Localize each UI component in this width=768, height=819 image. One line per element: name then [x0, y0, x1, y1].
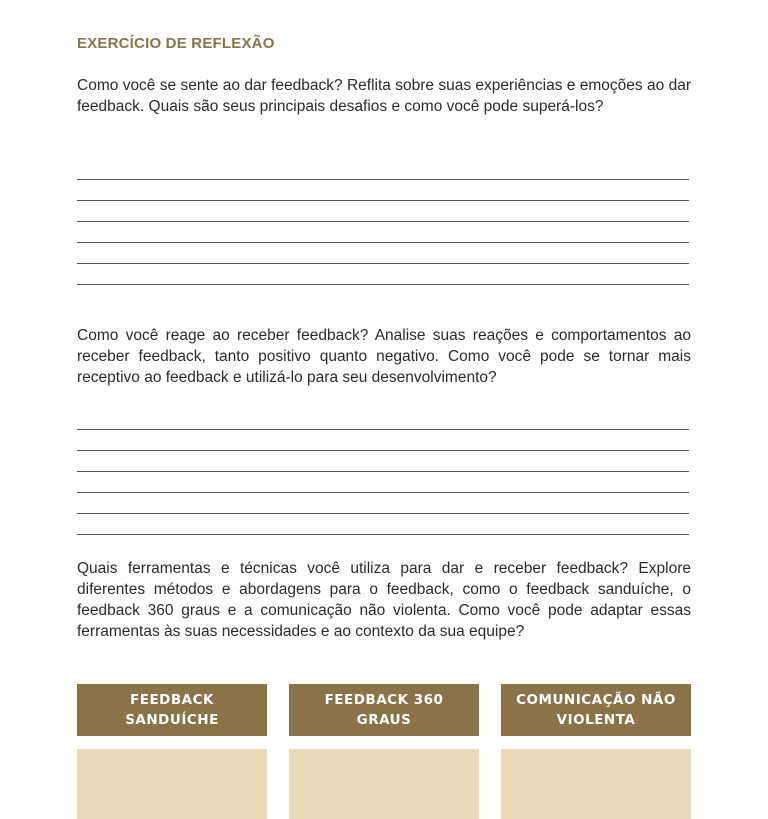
answer-lines-1[interactable] — [77, 179, 689, 305]
tool-answer-box-nvc[interactable] — [501, 749, 691, 819]
answer-line[interactable] — [77, 471, 689, 472]
answer-line[interactable] — [77, 534, 689, 535]
answer-line[interactable] — [77, 450, 689, 451]
question-1: Como você se sente ao dar feedback? Reflita sobre suas experiências e emoções ao dar feedback. Quais são seus principais desafios e como você pode superá-los? — [77, 77, 691, 115]
question-2: Como você reage ao receber feedback? Analise suas reações e comportamentos ao receber feedback, tanto positivo quanto negativo. Como você pode se tornar mais receptivo ao feedback e utilizá-lo para seu desenvolvimento? — [77, 327, 691, 386]
tool-column-sandwich — [77, 684, 267, 819]
tool-column-nvc — [501, 684, 691, 819]
tool-header-sandwich: FEEDBACK SANDUÍCHE — [77, 684, 267, 736]
answer-line[interactable] — [77, 284, 689, 285]
answer-line[interactable] — [77, 221, 689, 222]
tool-answer-box-360[interactable] — [289, 749, 479, 819]
answer-line[interactable] — [77, 179, 689, 180]
answer-line[interactable] — [77, 492, 689, 493]
answer-line[interactable] — [77, 429, 689, 430]
tool-header-360: FEEDBACK 360 GRAUS — [289, 684, 479, 736]
answer-line[interactable] — [77, 242, 689, 243]
tool-answer-box-sandwich[interactable] — [77, 749, 267, 819]
tool-header-nvc: COMUNICAÇÃO NÃO VIOLENTA — [501, 684, 691, 736]
tool-column-360 — [289, 684, 479, 819]
answer-line[interactable] — [77, 263, 689, 264]
answer-line[interactable] — [77, 513, 689, 514]
answer-lines-2[interactable] — [77, 429, 689, 555]
answer-line[interactable] — [77, 200, 689, 201]
section-title: EXERCÍCIO DE REFLEXÃO — [77, 35, 275, 52]
question-3: Quais ferramentas e técnicas você utiliza para dar e receber feedback? Explore diferentes métodos e abordagens para o feedback, como o feedback sanduíche, o feedback 360 graus e a comunicação não violenta. Como você pode adaptar essas ferramentas às suas necessidades e ao contexto da sua equipe? — [77, 560, 691, 640]
